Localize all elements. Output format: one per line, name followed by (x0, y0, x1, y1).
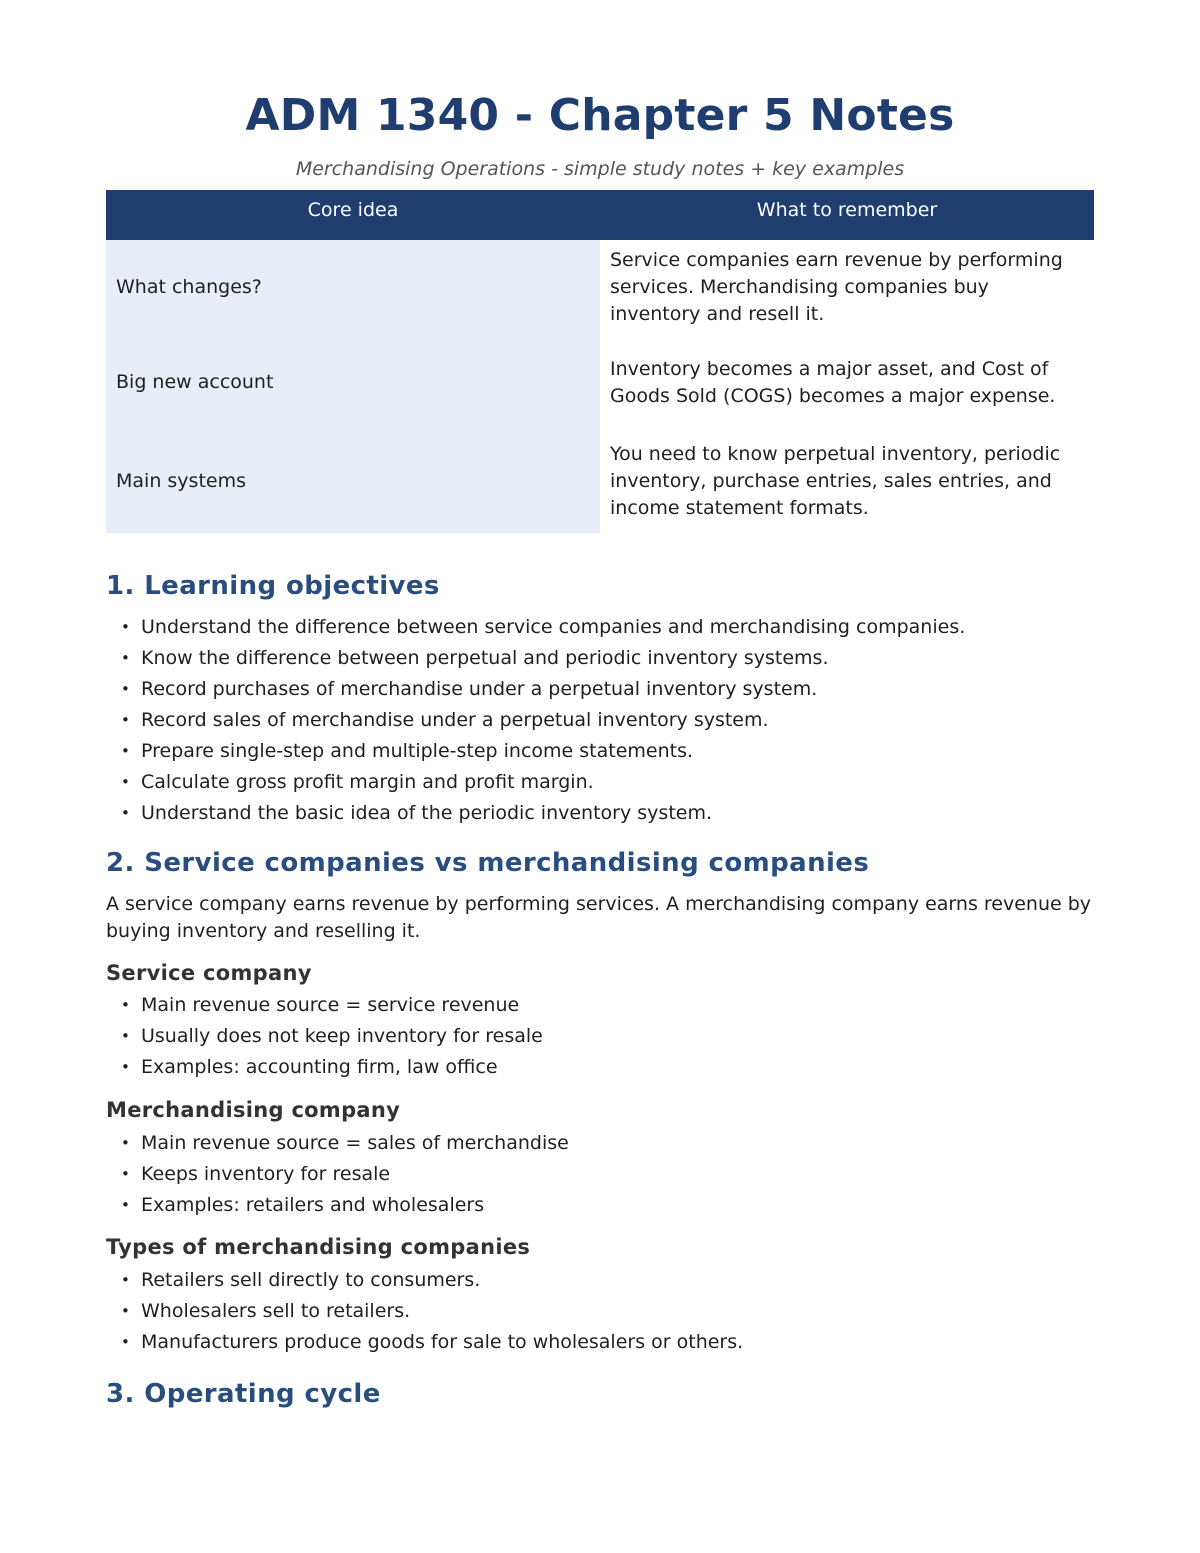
list-item (106, 767, 1094, 798)
list-item-text: Understand the basic idea of the periodic inventory system. (141, 802, 713, 824)
list-item-text: Prepare single-step and multiple-step income statements. (141, 740, 694, 762)
bullet-icon: • (121, 1302, 130, 1320)
column-header-core-idea: Core idea (106, 190, 600, 240)
table-row (106, 240, 1094, 335)
list-item-text: Know the difference between perpetual and periodic inventory systems. (141, 647, 829, 669)
bullet-icon: • (121, 1271, 130, 1289)
learning-objectives-list (106, 612, 1094, 829)
list-item (106, 1327, 1094, 1358)
service-company-list (106, 990, 1094, 1083)
service-vs-merchandising-intro: A service company earns revenue by performing services. A merchandising company earns revenue by buying inventory and reselling it. (106, 893, 1092, 942)
bullet-icon: • (121, 773, 130, 791)
remember-cell: Inventory becomes a major asset, and Cost of Goods Sold (COGS) becomes a major expense. (610, 357, 1056, 407)
list-item-text: Keeps inventory for resale (141, 1163, 391, 1185)
list-item-text: Main revenue source = sales of merchandise (141, 1132, 569, 1154)
bullet-icon: • (121, 1027, 130, 1045)
bullet-icon: • (121, 1134, 130, 1152)
bullet-icon: • (121, 1196, 130, 1214)
list-item (106, 643, 1094, 674)
list-item-text: Examples: accounting firm, law office (141, 1056, 498, 1078)
list-item-text: Understand the difference between service companies and merchandising companies. (141, 616, 966, 638)
bullet-icon: • (121, 618, 130, 636)
page-title: ADM 1340 - Chapter 5 Notes (245, 90, 955, 141)
bullet-icon: • (121, 804, 130, 822)
remember-cell: Service companies earn revenue by performing services. Merchandising companies buy inventory and resell it. (610, 249, 1063, 325)
list-item (106, 1265, 1094, 1296)
bullet-icon: • (121, 711, 130, 729)
list-item-text: Record sales of merchandise under a perpetual inventory system. (141, 709, 769, 731)
bullet-icon: • (121, 1058, 130, 1076)
subheading-service-company: Service company (106, 961, 312, 985)
list-item (106, 1190, 1094, 1221)
bullet-icon: • (121, 1333, 130, 1351)
bullet-icon: • (121, 649, 130, 667)
list-item-text: Retailers sell directly to consumers. (141, 1269, 481, 1291)
bullet-icon: • (121, 680, 130, 698)
merchandising-company-list (106, 1128, 1094, 1221)
core-idea-cell: What changes? (106, 240, 600, 335)
subheading-types-of-merchandising: Types of merchandising companies (106, 1235, 531, 1259)
list-item (106, 1128, 1094, 1159)
page-subtitle: Merchandising Operations - simple study notes + key examples (295, 158, 905, 180)
subheading-merchandising-company: Merchandising company (106, 1098, 401, 1122)
bullet-icon: • (121, 996, 130, 1014)
list-item (106, 705, 1094, 736)
list-item-text: Wholesalers sell to retailers. (141, 1300, 411, 1322)
section-heading-service-vs-merchandising: 2. Service companies vs merchandising companies (106, 848, 870, 878)
table-row (106, 335, 1094, 430)
list-item-text: Calculate gross profit margin and profit margin. (141, 771, 594, 793)
remember-cell: You need to know perpetual inventory, periodic inventory, purchase entries, sales entries, and income statement formats. (610, 443, 1061, 519)
list-item-text: Manufacturers produce goods for sale to wholesalers or others. (141, 1331, 744, 1353)
list-item (106, 990, 1094, 1021)
section-heading-learning-objectives: 1. Learning objectives (106, 571, 440, 601)
summary-table-header-row (106, 190, 1094, 240)
table-row (106, 430, 1094, 533)
bullet-icon: • (121, 742, 130, 760)
list-item (106, 736, 1094, 767)
core-idea-cell: Main systems (106, 430, 600, 533)
core-idea-cell: Big new account (106, 335, 600, 430)
list-item (106, 674, 1094, 705)
list-item (106, 1159, 1094, 1190)
list-item-text: Record purchases of merchandise under a perpetual inventory system. (141, 678, 818, 700)
bullet-icon: • (121, 1165, 130, 1183)
list-item (106, 798, 1094, 829)
summary-table (106, 190, 1094, 533)
column-header-what-to-remember: What to remember (600, 190, 1094, 240)
list-item (106, 1296, 1094, 1327)
list-item (106, 1052, 1094, 1083)
types-of-merchandising-list (106, 1265, 1094, 1358)
list-item-text: Examples: retailers and wholesalers (141, 1194, 485, 1216)
list-item-text: Main revenue source = service revenue (141, 994, 520, 1016)
section-heading-operating-cycle: 3. Operating cycle (106, 1379, 381, 1409)
list-item (106, 1021, 1094, 1052)
list-item (106, 612, 1094, 643)
list-item-text: Usually does not keep inventory for resale (141, 1025, 543, 1047)
